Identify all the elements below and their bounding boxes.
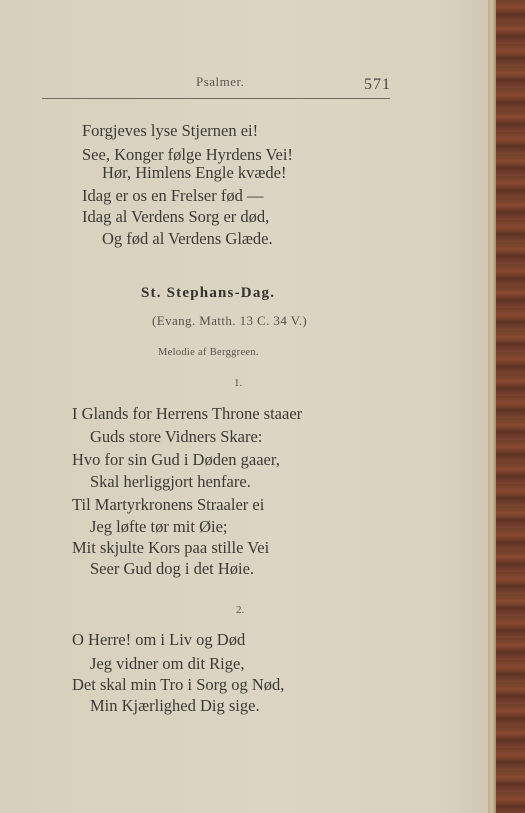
melody-note: Melodie af Berggreen.: [158, 347, 259, 358]
section-title: St. Stephans-Dag.: [141, 285, 276, 301]
verse-line: I Glands for Herrens Throne staaer: [72, 404, 303, 423]
verse-line: Og fød al Verdens Glæde.: [102, 229, 273, 248]
verse-line: Jeg løfte tør mit Øie;: [90, 517, 228, 536]
verse-line: Hvo for sin Gud i Døden gaaer,: [72, 450, 280, 469]
header-rule: [42, 98, 390, 99]
verse-line: Til Martyrkronens Straaler ei: [72, 495, 265, 514]
stanza-number: 2.: [236, 604, 245, 616]
verse-line: Seer Gud dog i det Høie.: [90, 559, 255, 578]
verse-line: See, Konger følge Hyrdens Vei!: [82, 145, 293, 164]
verse-line: Hør, Himlens Engle kvæde!: [102, 163, 287, 182]
section-subtitle: (Evang. Matth. 13 C. 34 V.): [152, 313, 308, 328]
page-number: 571: [364, 76, 391, 93]
verse-line: Jeg vidner om dit Rige,: [90, 654, 245, 673]
verse-line: Idag al Verdens Sorg er død,: [82, 207, 270, 226]
page-edge: [488, 0, 496, 813]
verse-line: Mit skjulte Kors paa stille Vei: [72, 538, 270, 557]
verse-line: Skal herliggjort henfare.: [90, 472, 251, 491]
verse-line: Det skal min Tro i Sorg og Nød,: [72, 675, 285, 694]
verse-line: Idag er os en Frelser fød —: [82, 186, 264, 205]
running-head: Psalmer.: [196, 74, 245, 89]
verse-line: Min Kjærlighed Dig sige.: [90, 696, 260, 715]
verse-line: Guds store Vidners Skare:: [90, 427, 263, 446]
book-spine: [496, 0, 525, 813]
verse-line: Forgjeves lyse Stjernen ei!: [82, 121, 259, 140]
stanza-number: 1.: [234, 377, 243, 389]
verse-line: O Herre! om i Liv og Død: [72, 630, 246, 649]
